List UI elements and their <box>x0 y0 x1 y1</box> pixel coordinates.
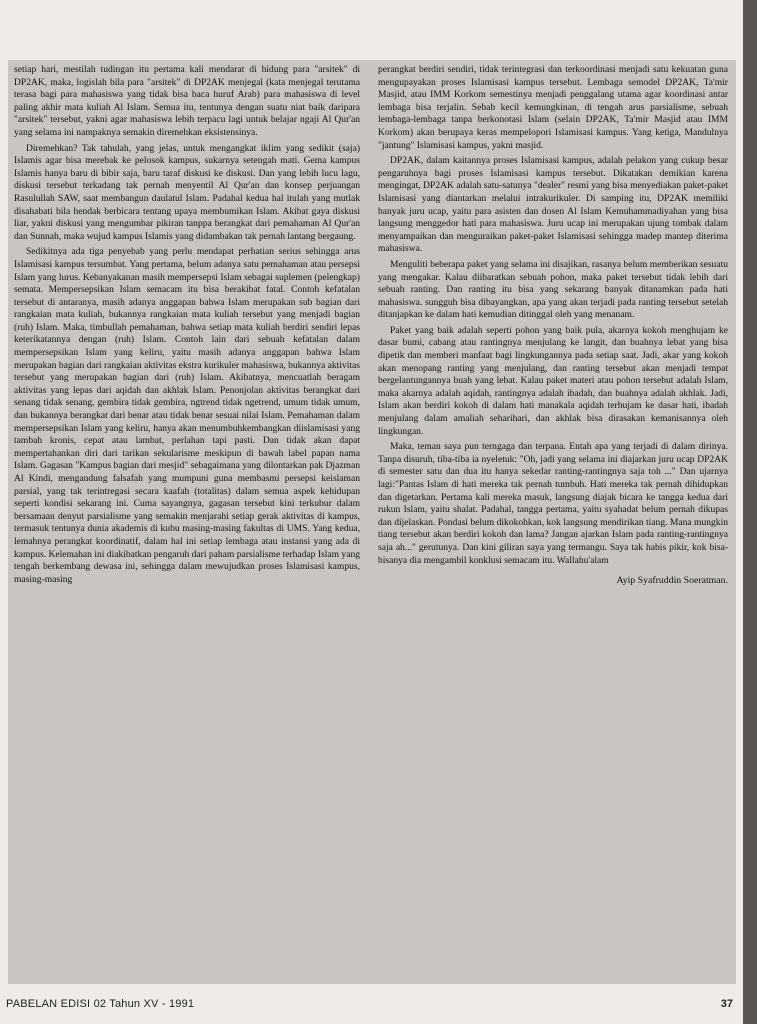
page-number: 37 <box>720 998 733 1010</box>
paragraph: DP2AK, dalam kaitannya proses Islamisasi kampus, adalah pelakon yang cukup besar pengaruhnya bagi proses Islamisasi kampus tersebut. Dikatakan demikian karena mengingat, DP2AK adalah satu-satunya "dealer" resmi yang bisa menyediakan paket-paket Islamisasi yang diantarkan melalui intrakurikuler. Di samping itu, DP2AK memiliki banyak juru ucap, yaitu para asisten dan dosen Al Islam Kemuhammadiyahan yang bisa langsung menggedor hati para mahasiswa. Juru ucap ini merupakan ujung tombak dalam menyampaikan dan menguraikan paket-paket Islamisasi sehingga madep mantep diterima mahasiswa. <box>378 155 728 255</box>
author-signature: Ayip Syafruddin Soeratman. <box>616 575 728 587</box>
paragraph: setiap hari, mestilah tudingan itu pertama kali mendarat di hidung para "arsitek" di DP2AK, maka, logislah bila para "arsitek" di DP2AK menjegal (kata menjegal terutama terasa bagi para mahasiswa yang tidak bisa baca huruf Arab) para mahasiswa di level paling akhir mata kuliah Al Islam. Semua itu, tentunya dengan suatu niat baik daripara "arsitek" tersebut, yakni agar mahasiswa lebih terpacu lagi untuk belajar ngaji Al Qur'an yang selama ini nampaknya semakin diremehkan eksistensinya. <box>14 64 360 138</box>
left-column <box>14 64 360 589</box>
right-column <box>378 64 728 588</box>
paragraph: Sedikitnya ada tiga penyebab yang perlu mendapat perhatian serius sehingga arus Islamisasi kampus tersumbat. Yang pertama, belum adanya satu pemahaman atau persepsi Islam yang lurus. Kebanyakanan masih mempersepsi Islam sebagai suplemen (pelengkap) semata. Mempersepsikan Islam semacam itu bisa berakibat fatal. Contoh kefatalan tersebut di antaranya, masih adanya anggapan bahwa Islam merupakan sub bagian dari rangkaian mata kuliah, bukannya rangkaian mata kuliah tersebut yang menjadi bagian (ruh) Islam. Maka, timbullah pemahaman, bahwa setiap mata kuliah berdiri sendiri lepas keterikatannya dengan (ruh) Islam. Contoh lain dari sebuah kefatalan dalam mempersepsikan Islam yang keliru, yaitu masih adanya anggapan bahwa Islam merupakan bagian dari rangkaian aktivitas ekstra kurikuler mahasiswa, bukannya aktivitas tersebut yang merupakan bagian dari (ruh) Islam. Akibatnya, mencuatlah beragam aktivitas yang lepas dari aqidah dan akhlak Islam. Penonjolan aktivitas berangkat dari senang tidak senang, gembira tidak gembira, ngtrend tidak ngetrend, umum tidak umum, dan bukannya berangkat dari benar atau tidak benar sesuai nilai Islam. Pemahaman dalam mempersepsikan Islam yang keliru, hanya akan menumbuhkembangkan diislamisasi yang tambah kronis, cepat atau lambat, perlahan tapi pasti. Dan tidak akan dapat mempertahankan diri dari tarikan sekularisme meskipun di bawah label papan nama Islam. Gagasan "Kampus bagian dari mesjid" sebagaimana yang dilontarkan pak Djazman Al Kindi, mengandung falsafah yang mumpuni guna membasmi persepsi keislaman parsial, yang tak terintregasi secara kaafah (totalitas) dalam semua aspek kehidupan seperti kondisi sekarang ini. Cuma sayangnya, gagasan tersebut kini terkubur dalam bersamaan denyut parsialisme yang semakin menjarahi setiap gerak aktivitas di kampus, termasuk tentunya dunia akademis di kubu masing-masing fakultas di UMS. Yang kedua, lemahnya perangkat koordinatif, dalam hal ini setiap lembaga atau instansi yang ada di kampus. Kelemahan ini diakibatkan pengaruh dari paham parsialisme terhadap Islam yang tengah berkembang dewasa ini, sehingga dalam mewujudkan proses Islamisasi kampus, masing-masing <box>14 246 360 585</box>
page-footer <box>0 998 757 1016</box>
paragraph: Menguliti beberapa paket yang selama ini disajikan, rasanya belum memberikan sesuatu yang mengakar. Kalau diibaratkan sebuah pohon, maka paket tersebut tidak lebih dari sebuah ranting. Dan ranting itu bisa yang sekarang banyak ditanamkan pada hati mahasiswa. sungguh bisa dibayangkan, apa yang akan terjadi pada ranting tersebut setelah ditanjapkan ke dalam hati kemudian ditinggal oleh yang menanam. <box>378 258 728 321</box>
scan-edge <box>743 0 757 1024</box>
publication-info: PABELAN EDISI 02 Tahun XV - 1991 <box>6 998 195 1010</box>
paragraph: Maka, teman saya pun terngaga dan terpana. Entah apa yang terjadi di dalam dirinya. Tanpa disuruh, tiba-tiba ia nyeletuk: "Oh, jadi yang selama ini diajarkan juru ucap DP2AK di semester satu dan dua itu hanya sekedar ranting-rantingnya saja toh ..." Dan ujarnya lagi:"Pantas Islam di hati mereka tak pernah tumbuh. Hati mereka tak pernah dihidupkan dan digetarkan. Pertama kali mereka masuk, langsung diajak bicara ke tangga kedua dari rukun Islam, yaitu shalat. Padahal, tangga pertama, yaitu syahadat belum pernah dikupas dan dijelaskan. Pondasi belum dikokohkan, kok langsung mendirikan tiang. Mana mungkin tiang tersebut akan berdiri kokoh dan lama? Jangan ajarkan Islam pada ranting-rantingnya saja ah..." gerutunya. Dan kini giliran saya yang termangu. Saya tak habis pikir, kok bisa-bisanya dia mengambil konklusi semacam itu. Wallahu'alam <box>378 441 728 566</box>
paragraph: Paket yang baik adalah seperti pohon yang baik pula, akarnya kokoh menghujam ke dasar bumi, cabang atau rantingnya menjulang ke langit, dan buahnya lebat yang bisa dipetik dan memberi manfaat bagi lingkungannya pada setiap saat. Jadi, akar yang kokoh akan menopang ranting yang menjulang, dan ranting tersebut akan menjadi tempat bergelantungannya buah yang lebat. Kalau paket materi atau pohon tersebut adalah Islam, maka akarnya adalah aqidah, rantingnya adalah ibadah, dan buahnya adalah akhlak. Jadi, Islam akan berdiri kokoh di dalam hati manakala aqidah terhujam ke dasar hati, ibadah menjulang dalam amaliah seharihari, dan akhlak bisa dirasakan kemanisannya oleh lingkungan. <box>378 324 728 437</box>
paragraph: Diremehkan? Tak tahulah, yang jelas, untuk mengangkat iklim yang sedikit (saja) Islamis agar bisa merebak ke pelosok kampus, sukarnya setengah mati. Gema kampus Islamis hanya baru di bibir saja, baru taraf diskusi ke diskusi. Dan yang lebih lucu lagu, diskusi tersebut terkadang tak pernah menyentil Al Qur'an dan konsep perjuangan Rasulullah SAW, saat membangun daulatul Islam. Padahal kedua hal itulah yang mutlak disahabati bila hendak berbicara tentang upaya membumikan Islam. Akibat gaya diskusi liar, yakni diskusi yang mengumbar pikiran tanppa berangkat dari pemahaman Al Qur'an dan Sunnah, maka wujud kampus Islamis yang didambakan tak pernah lantang bergaung. <box>14 142 360 242</box>
paragraph: perangkat berdiri sendiri, tidak terintegrasi dan terkoordinasi menjadi satu kekuatan guna mengupayakan proses Islamisasi kampus tersebut. Lembaga semodel DP2AK, Ta'mir Masjid, atau IMM Korkom semestinya menjadi penggalang utama agar koordinasi antar lembaga bisa terjalin. Sebab kecil kemungkinan, di tengah arus parsialisme, sebuah lembaga-lembaga tanpa berkonotasi Islam (selain DP2AK, Ta'mir Masjid atau IMM Korkom) akan berupaya keras mempelopori Islamisasi kampus. Yang ketiga, Mandulnya "jantung" Islamisasi kampus, yakni masjid. <box>378 64 728 151</box>
